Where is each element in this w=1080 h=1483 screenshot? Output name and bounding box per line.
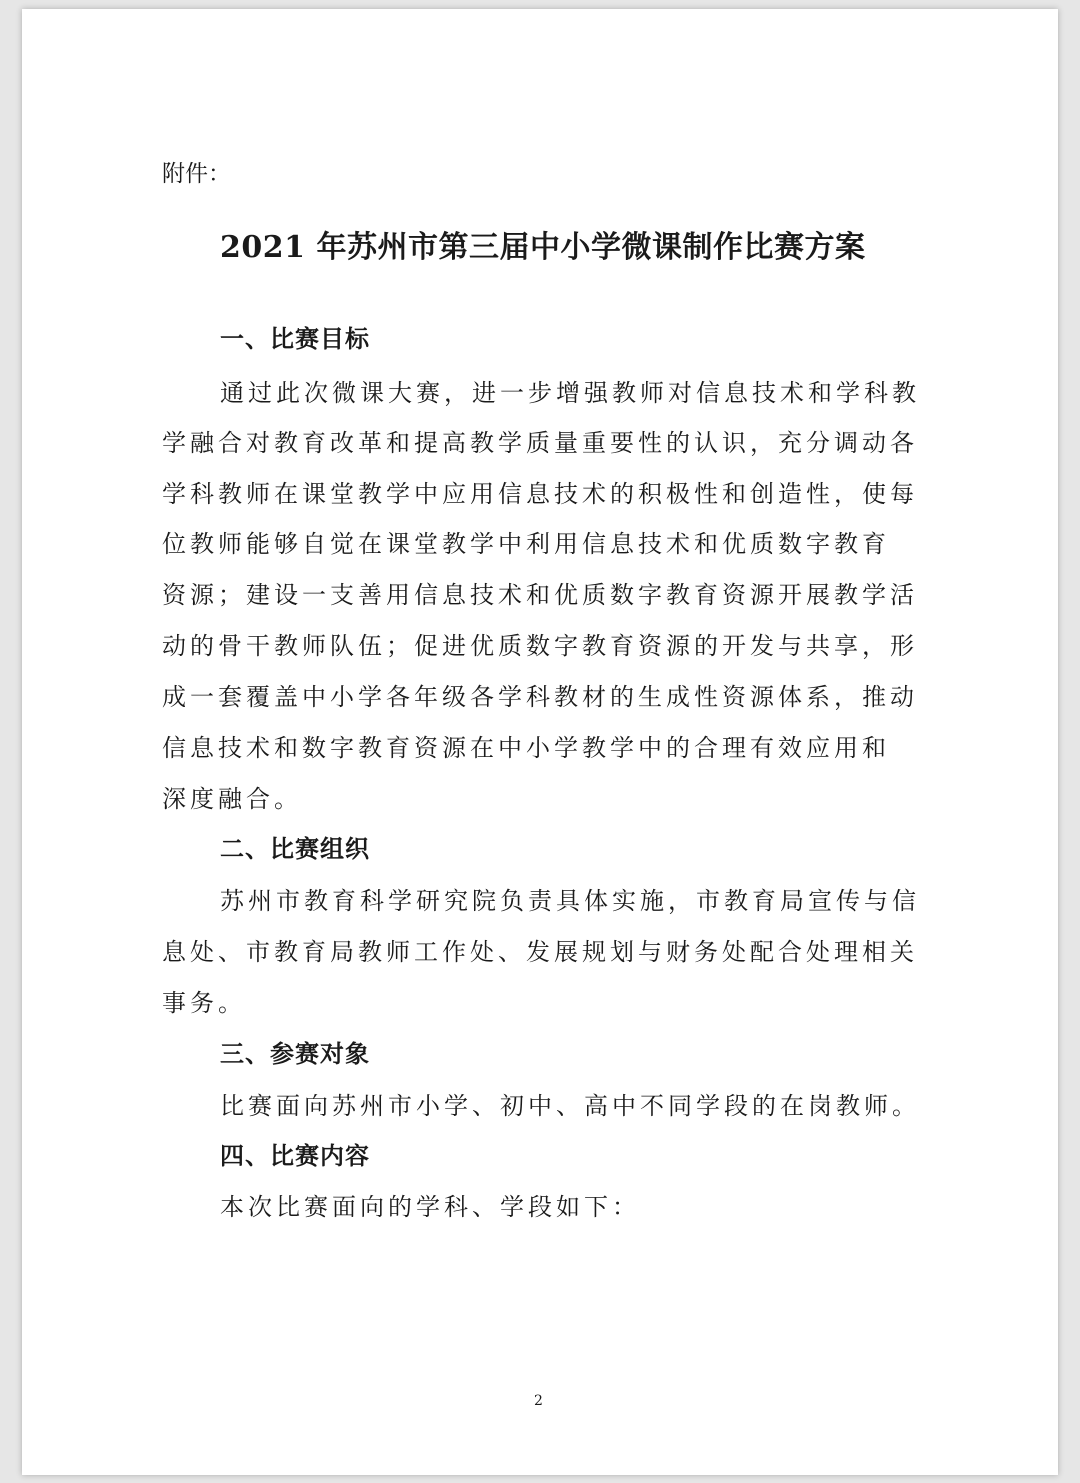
paragraph-line: 信息技术和数字教育资源在中小学教学中的合理有效应用和 — [162, 734, 890, 762]
paragraph-line: 通过此次微课大赛，进一步增强教师对信息技术和学科教 — [220, 379, 920, 407]
section-heading-participants: 三、参赛对象 — [220, 1040, 370, 1068]
paragraph-line: 资源；建设一支善用信息技术和优质数字教育资源开展教学活 — [162, 581, 918, 609]
paragraph-line: 动的骨干教师队伍；促进优质数字教育资源的开发与共享，形 — [162, 632, 918, 660]
page-number: 2 — [534, 1393, 543, 1409]
paragraph-line: 本次比赛面向的学科、学段如下： — [220, 1193, 640, 1221]
paragraph-line: 位教师能够自觉在课堂教学中利用信息技术和优质数字教育 — [162, 530, 890, 558]
section-heading-goal: 一、比赛目标 — [220, 325, 370, 353]
section-heading-organization: 二、比赛组织 — [220, 835, 370, 863]
paragraph-line: 苏州市教育科学研究院负责具体实施，市教育局宣传与信 — [220, 887, 920, 915]
paragraph-line: 成一套覆盖中小学各年级各学科教材的生成性资源体系，推动 — [162, 683, 918, 711]
paragraph-line: 深度融合。 — [162, 785, 302, 813]
attachment-label: 附件： — [162, 161, 231, 187]
paragraph-line: 事务。 — [162, 989, 246, 1017]
document-title: 2021 年苏州市第三届中小学微课制作比赛方案 — [220, 230, 866, 265]
paragraph-line: 息处、市教育局教师工作处、发展规划与财务处配合处理相关 — [162, 938, 918, 966]
paragraph-line: 学融合对教育改革和提高教学质量重要性的认识，充分调动各 — [162, 429, 918, 457]
section-heading-content: 四、比赛内容 — [220, 1142, 370, 1170]
paragraph-line: 学科教师在课堂教学中应用信息技术的积极性和创造性，使每 — [162, 480, 918, 508]
document-page — [22, 9, 1058, 1475]
paragraph-line: 比赛面向苏州市小学、初中、高中不同学段的在岗教师。 — [220, 1092, 920, 1120]
